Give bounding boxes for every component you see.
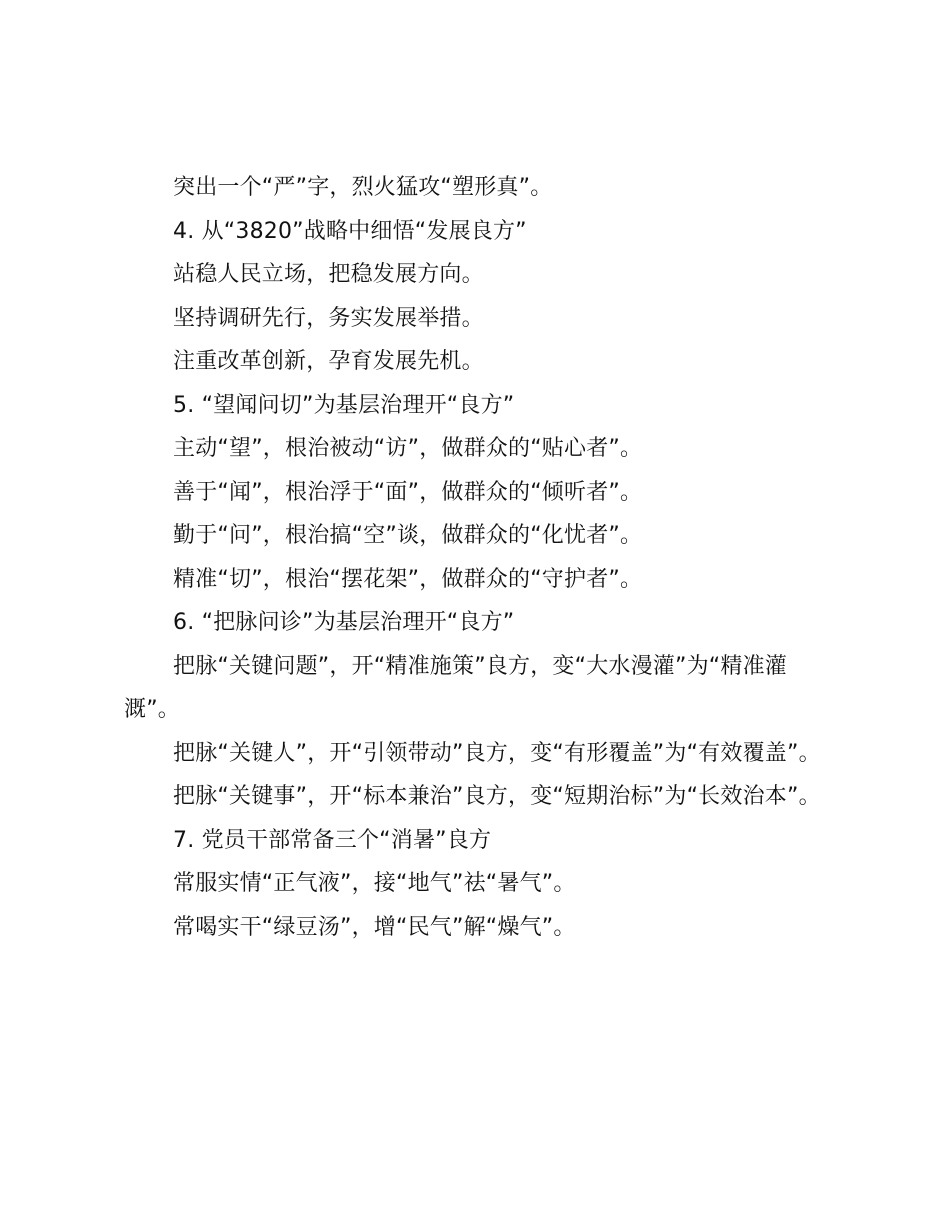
paragraph: 常喝实干“绿豆汤”，增“民气”解“燥气”。 — [173, 914, 576, 940]
paragraph: 突出一个“严”字，烈火猛攻“塑形真”。 — [173, 175, 553, 200]
paragraph: 常服实情“正气液”，接“地气”祛“暑气”。 — [173, 871, 576, 896]
section-heading: 7. 党员干部常备三个“消暑”良方 — [173, 827, 492, 853]
paragraph: 精准“切”，根治“摆花架”，做群众的“守护者”。 — [173, 566, 643, 592]
document-body — [124, 166, 836, 949]
paragraph: 注重改革创新，孕育发展先机。 — [173, 349, 484, 374]
section-heading: 5. “望闻问切”为基层治理开“良方” — [173, 392, 515, 418]
paragraph: 把脉“关键人”，开“引领带动”良方，变“有形覆盖”为“有效覆盖”。 — [173, 740, 821, 766]
paragraph: 善于“闻”，根治浮于“面”，做群众的“倾听者”。 — [173, 479, 643, 505]
section-heading: 4. 从“3820”战略中细悟“发展良方” — [173, 218, 527, 244]
paragraph: 坚持调研先行，务实发展举措。 — [173, 305, 484, 331]
paragraph: 勤于“问”，根治搞“空”谈，做群众的“化忧者”。 — [173, 523, 643, 548]
paragraph: 把脉“关键问题”，开“精准施策”良方，变“大水漫灌”为“精准灌溉”。 — [124, 653, 787, 722]
section-heading: 6. “把脉问诊”为基层治理开“良方” — [173, 610, 515, 635]
paragraph: 站稳人民立场，把稳发展方向。 — [173, 262, 484, 287]
paragraph: 把脉“关键事”，开“标本兼治”良方，变“短期治标”为“长效治本”。 — [173, 784, 821, 809]
paragraph: 主动“望”，根治被动“访”，做群众的“贴心者”。 — [173, 436, 643, 461]
